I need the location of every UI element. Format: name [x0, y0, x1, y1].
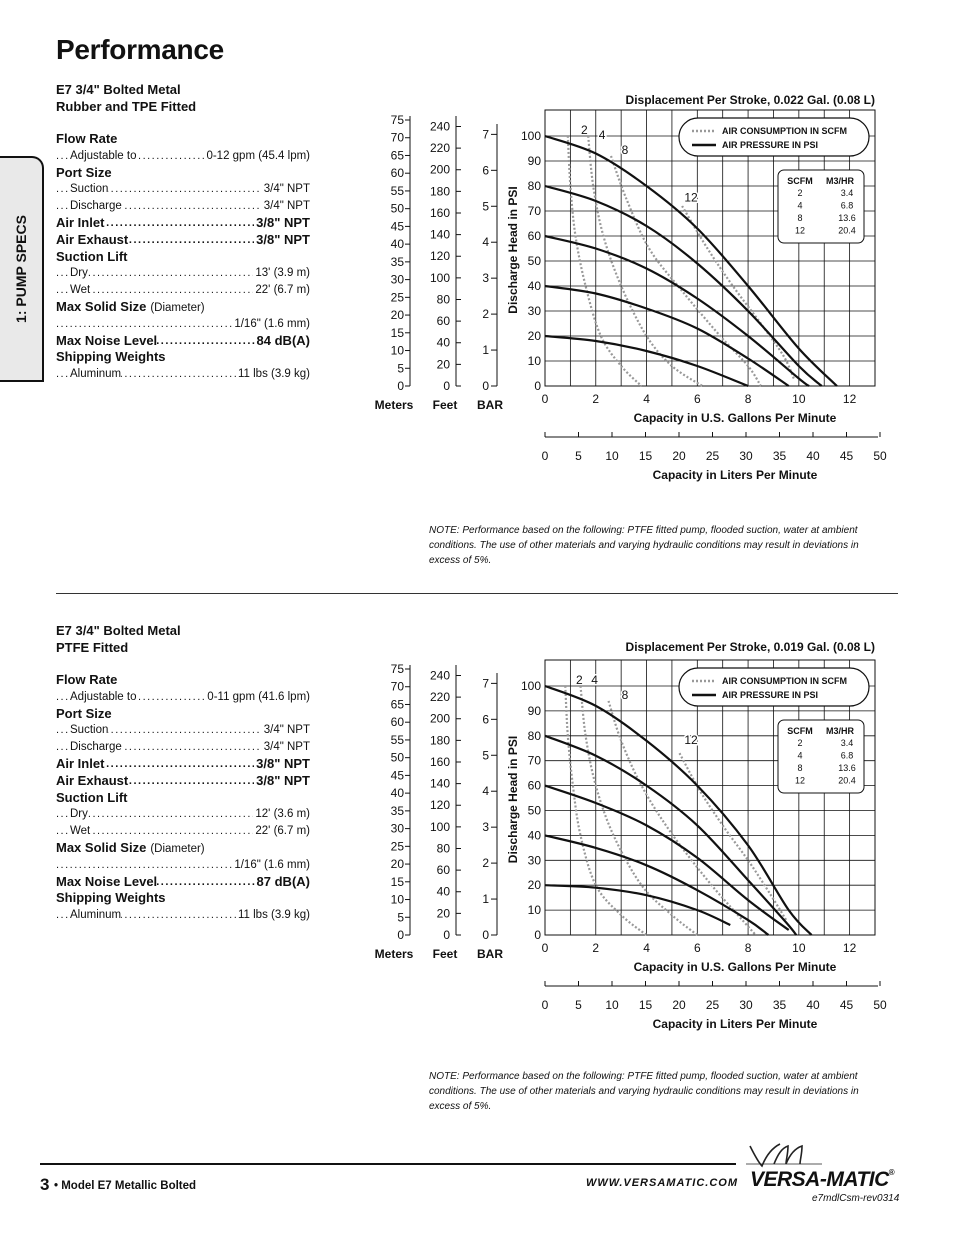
spec-value: 3/8" NPT — [256, 214, 310, 230]
spec-value: 0-11 gpm (41.6 lpm) — [205, 689, 310, 706]
feet-tick-label: 240 — [429, 668, 450, 683]
air-curve-label: 12 — [684, 190, 698, 205]
x-tick-label: 12 — [842, 392, 857, 406]
spec-label: Air Exhaust — [56, 231, 129, 247]
meters-tick-label: 10 — [390, 892, 404, 907]
y-tick-label: 60 — [527, 778, 541, 793]
spec-label: Adjustable to — [70, 690, 137, 703]
lpm-tick-label: 40 — [806, 449, 820, 463]
conversion-table — [778, 170, 864, 243]
spec-label-extra: (Diameter) — [150, 842, 205, 855]
lpm-tick-label: 0 — [541, 998, 549, 1012]
feet-tick-label: 220 — [429, 141, 450, 156]
bar-tick-label: 6 — [482, 712, 489, 727]
feet-tick-label: 120 — [429, 798, 450, 813]
feet-tick-label: 180 — [429, 184, 450, 199]
spec-label: Max Solid Size — [56, 839, 147, 855]
spec-label: Suction Lift — [56, 248, 128, 264]
performance-note: NOTE: Performance based on the following: PTFE fitted pump, flooded suction, water at ambient conditions. The use of other materials and varying hydraulic conditions may result in deviations in excess of 5%. — [429, 525, 859, 566]
feet-tick-label: 240 — [429, 119, 450, 134]
bar-tick-label: 4 — [482, 235, 489, 250]
conversion-table-cell: 2 — [797, 738, 803, 748]
bar-tick-label: 1 — [482, 892, 489, 907]
spec-value: 13' (3.9 m) — [253, 265, 310, 282]
bar-tick-label: 4 — [482, 784, 489, 799]
page-number: 3 — [40, 1175, 50, 1194]
conversion-table-header: M3/HR — [825, 176, 855, 186]
page-title: Performance — [56, 34, 224, 65]
meters-tick-label: 25 — [390, 839, 404, 854]
meters-tick-label: 45 — [390, 219, 404, 234]
spec-label: Port Size — [56, 705, 112, 721]
air-curve-label: 4 — [598, 128, 606, 142]
x-tick-label: 2 — [592, 941, 600, 955]
meters-tick-label: 40 — [390, 786, 404, 801]
spec-label: Dry — [70, 267, 88, 280]
legend-label-air-consumption: AIR CONSUMPTION IN SCFM — [722, 126, 847, 136]
y-tick-label: 10 — [527, 354, 541, 368]
air-curve-label: 8 — [621, 143, 629, 157]
conversion-table-header: M3/HR — [825, 726, 855, 736]
conversion-table-cell: 3.4 — [840, 188, 854, 198]
conversion-table-cell: 20.4 — [838, 225, 856, 236]
y-axis-label: Discharge Head in PSI — [506, 735, 520, 864]
spec-value: 22' (6.7 m) — [253, 823, 310, 840]
spec-label: Discharge — [70, 200, 122, 213]
spec-value: 3/4" NPT — [262, 722, 310, 739]
meters-tick-label: 60 — [390, 715, 404, 730]
feet-tick-label: 200 — [429, 711, 450, 726]
air-pressure-curve — [545, 885, 730, 925]
y-tick-label: 30 — [527, 304, 541, 318]
spec-label: Max Noise Level — [56, 873, 158, 889]
air-curve-label: 12 — [684, 732, 698, 747]
lpm-tick-label: 35 — [772, 449, 787, 463]
y-tick-label: 100 — [520, 679, 541, 693]
y-axis-label: Discharge Head in PSI — [506, 186, 520, 314]
bar-scale-label: BAR — [477, 947, 503, 961]
spec-label: Aluminum — [70, 909, 122, 922]
legend-label-air-consumption: AIR CONSUMPTION IN SCFM — [722, 676, 847, 686]
y-tick-label: 80 — [527, 179, 541, 193]
y-tick-label: 100 — [520, 129, 541, 143]
x-axis-label: Capacity in U.S. Gallons Per Minute — [633, 960, 837, 974]
lpm-axis-label: Capacity in Liters Per Minute — [652, 468, 818, 482]
spec-label: Air Inlet — [56, 214, 105, 230]
y-tick-label: 0 — [534, 928, 541, 942]
side-tab-label: 1: PUMP SPECS — [13, 215, 29, 323]
meters-tick-label: 55 — [390, 183, 404, 198]
feet-tick-label: 200 — [429, 162, 450, 177]
feet-tick-label: 20 — [436, 357, 450, 372]
meters-tick-label: 5 — [397, 910, 404, 925]
meters-tick-label: 35 — [390, 254, 404, 269]
section-divider — [56, 593, 898, 594]
feet-tick-label: 80 — [436, 292, 450, 307]
feet-tick-label: 120 — [429, 249, 450, 264]
spec-label: Suction — [70, 183, 109, 196]
x-tick-label: 6 — [693, 941, 701, 955]
meters-tick-label: 55 — [390, 732, 404, 747]
meters-tick-label: 10 — [390, 343, 404, 358]
spec-value: 84 dB(A) — [256, 332, 310, 348]
feet-scale-label: Feet — [432, 947, 458, 961]
y-tick-label: 10 — [527, 903, 541, 918]
meters-scale-label: Meters — [374, 398, 414, 412]
conversion-table-cell: 6.8 — [840, 750, 854, 761]
conversion-table — [778, 720, 864, 793]
x-tick-label: 6 — [693, 392, 701, 406]
bar-tick-label: 2 — [482, 307, 489, 322]
brand-wordmark — [750, 1168, 894, 1192]
x-tick-label: 0 — [541, 941, 549, 955]
lpm-tick-label: 45 — [839, 998, 854, 1012]
conversion-table-header: SCFM — [787, 726, 813, 736]
conversion-table-cell: 12 — [794, 775, 806, 786]
meters-tick-label: 35 — [390, 803, 404, 818]
spec-label-extra: (Diameter) — [150, 301, 205, 314]
x-tick-label: 12 — [842, 941, 857, 955]
spec-value: 11 lbs (3.9 kg) — [236, 907, 310, 924]
meters-tick-label: 75 — [390, 113, 404, 127]
meters-tick-label: 30 — [390, 272, 404, 287]
lpm-tick-label: 50 — [873, 449, 887, 463]
bar-tick-label: 6 — [482, 163, 489, 178]
legend-frame — [679, 668, 869, 706]
conversion-table-cell: 12 — [794, 225, 806, 236]
feet-tick-label: 160 — [429, 754, 450, 769]
lpm-tick-label: 45 — [839, 449, 854, 463]
feet-tick-label: 220 — [429, 690, 450, 705]
x-tick-label: 0 — [541, 392, 549, 406]
feet-tick-label: 40 — [436, 335, 450, 350]
air-pressure-curve — [545, 786, 789, 930]
meters-tick-label: 30 — [390, 821, 404, 836]
conversion-table-cell: 8 — [797, 763, 803, 773]
y-tick-label: 50 — [527, 803, 541, 818]
bar-tick-label: 7 — [482, 127, 489, 142]
x-tick-label: 8 — [744, 392, 752, 406]
spec-label: Wet — [70, 284, 91, 297]
section-heading-line: Rubber and TPE Fitted — [56, 99, 197, 114]
lpm-tick-label: 15 — [638, 449, 653, 463]
feet-tick-label: 100 — [429, 819, 450, 834]
bar-tick-label: 1 — [482, 343, 489, 358]
spec-label: Suction — [70, 724, 109, 737]
legend-frame — [679, 118, 869, 156]
spec-label-extra-wrap — [150, 840, 204, 855]
meters-tick-label: 75 — [390, 662, 404, 676]
vm-logo-icon — [744, 1140, 824, 1170]
chart-legend — [679, 118, 869, 156]
legend-label-air-pressure: AIR PRESSURE IN PSI — [722, 140, 819, 150]
spec-label: Shipping Weights — [56, 890, 166, 906]
spec-value: ..... 1/16" (1.6 mm) — [232, 857, 310, 874]
feet-tick-label: 160 — [429, 205, 450, 220]
meters-tick-label: 15 — [390, 874, 404, 889]
spec-label: Aluminum — [70, 368, 122, 381]
spec-value: 3/4" NPT — [262, 181, 310, 198]
meters-tick-label: 5 — [397, 361, 404, 376]
lpm-tick-label: 50 — [873, 998, 887, 1012]
bar-tick-label: 5 — [482, 199, 489, 214]
spec-value: 87 dB(A) — [256, 873, 310, 889]
spec-label: Max Solid Size — [56, 298, 147, 314]
meters-scale-label: Meters — [374, 947, 414, 961]
y-tick-label: 20 — [527, 329, 541, 343]
y-tick-label: 40 — [527, 828, 541, 843]
meters-tick-label: 25 — [390, 290, 404, 305]
spec-label: Flow Rate — [56, 131, 118, 146]
x-tick-label: 10 — [792, 941, 806, 955]
feet-tick-label: 60 — [436, 863, 450, 878]
chart — [375, 93, 887, 482]
spec-value: 3/8" NPT — [256, 772, 310, 788]
bar-scale-label: BAR — [477, 398, 503, 412]
meters-tick-label: 70 — [390, 679, 404, 694]
feet-tick-label: 0 — [443, 379, 450, 393]
conversion-table-cell: 13.6 — [838, 213, 856, 223]
lpm-tick-label: 5 — [575, 998, 582, 1012]
registered-mark: ® — [888, 1168, 895, 1177]
x-tick-label: 10 — [792, 392, 806, 406]
y-tick-label: 40 — [527, 279, 541, 293]
lpm-tick-label: 10 — [605, 449, 619, 463]
y-tick-label: 0 — [534, 379, 541, 393]
bar-tick-label: 3 — [482, 820, 489, 835]
meters-tick-label: 45 — [390, 768, 404, 783]
section-heading-line: E7 3/4" Bolted Metal — [56, 82, 181, 97]
spec-value: 3/4" NPT — [262, 198, 310, 215]
x-axis-label: Capacity in U.S. Gallons Per Minute — [633, 411, 837, 425]
spec-value: 3/4" NPT — [262, 739, 310, 756]
conversion-table-cell: 6.8 — [840, 200, 854, 211]
conversion-table-cell: 4 — [797, 200, 803, 211]
spec-label: Wet — [70, 825, 91, 838]
y-tick-label: 90 — [527, 154, 541, 168]
meters-tick-label: 65 — [390, 148, 404, 163]
meters-tick-label: 20 — [390, 308, 404, 323]
spec-value: 11 lbs (3.9 kg) — [236, 366, 310, 383]
x-tick-label: 4 — [643, 392, 650, 406]
meters-tick-label: 50 — [390, 201, 404, 216]
meters-tick-label: 60 — [390, 166, 404, 181]
feet-tick-label: 80 — [436, 841, 450, 856]
y-tick-label: 70 — [527, 753, 541, 768]
lpm-tick-label: 10 — [605, 998, 619, 1012]
spec-label: Shipping Weights — [56, 349, 166, 365]
spec-value: 3/8" NPT — [256, 231, 310, 247]
y-tick-label: 90 — [527, 703, 541, 718]
meters-tick-label: 40 — [390, 237, 404, 252]
air-curve-label: 2 — [581, 123, 588, 137]
spec-label: Air Inlet — [56, 755, 105, 771]
lpm-tick-label: 30 — [739, 449, 753, 463]
spec-label: Suction Lift — [56, 789, 128, 805]
air-curve-label: 4 — [591, 673, 598, 687]
bar-tick-label: 2 — [482, 856, 489, 871]
x-tick-label: 8 — [744, 941, 752, 955]
y-tick-label: 80 — [527, 728, 541, 743]
meters-tick-label: 70 — [390, 130, 404, 145]
y-tick-label: 50 — [527, 254, 541, 268]
conversion-table-cell: 2 — [797, 188, 803, 198]
conversion-table-cell: 8 — [797, 213, 803, 223]
spec-label: Port Size — [56, 164, 112, 180]
bar-tick-label: 5 — [482, 748, 489, 763]
performance-note: NOTE: Performance based on the following: PTFE fitted pump, flooded suction, water at ambient conditions. The use of other materials and varying hydraulic conditions may result in deviations in excess of 5%. — [429, 1071, 859, 1112]
feet-tick-label: 180 — [429, 733, 450, 748]
x-tick-label: 2 — [592, 392, 600, 406]
air-curve-label: 2 — [575, 673, 583, 687]
bar-tick-label: 0 — [482, 928, 489, 942]
lpm-tick-label: 40 — [806, 998, 820, 1012]
feet-tick-label: 20 — [436, 906, 450, 921]
meters-tick-label: 0 — [397, 379, 404, 393]
spec-value: 0-12 gpm (45.4 lpm) — [204, 148, 310, 165]
spec-label: Flow Rate — [56, 672, 118, 687]
feet-tick-label: 40 — [436, 884, 450, 899]
conversion-table-cell: 20.4 — [838, 775, 856, 786]
feet-scale-label: Feet — [432, 398, 458, 412]
spec-label: Dry — [70, 808, 88, 821]
air-consumption-curve — [680, 753, 787, 920]
air-curve-label: 8 — [621, 687, 629, 702]
spec-value: 22' (6.7 m) — [253, 282, 310, 299]
spec-label: Discharge — [70, 741, 122, 754]
feet-tick-label: 100 — [429, 270, 450, 285]
meters-tick-label: 65 — [390, 697, 404, 712]
chart-title: Displacement Per Stroke, 0.019 Gal. (0.08 L) — [625, 640, 875, 654]
spec-value: 3/8" NPT — [256, 755, 310, 771]
legend-label-air-pressure: AIR PRESSURE IN PSI — [722, 690, 819, 700]
lpm-tick-label: 0 — [541, 449, 549, 463]
spec-value: ..... 1/16" (1.6 mm) — [232, 316, 310, 333]
lpm-tick-label: 25 — [705, 449, 720, 463]
spec-label: Max Noise Level — [56, 332, 158, 348]
lpm-tick-label: 5 — [575, 449, 582, 463]
lpm-tick-label: 20 — [672, 998, 686, 1012]
meters-tick-label: 0 — [397, 928, 404, 942]
website-link[interactable]: WWW.VERSAMATIC.COM — [586, 1177, 739, 1189]
conversion-table-cell: 4 — [797, 750, 803, 761]
lpm-tick-label: 20 — [672, 449, 686, 463]
lpm-tick-label: 15 — [638, 998, 653, 1012]
model-label: • Model E7 Metallic Bolted — [54, 1180, 197, 1192]
section-heading-line: E7 3/4" Bolted Metal — [56, 623, 181, 638]
lpm-tick-label: 35 — [772, 998, 787, 1012]
feet-tick-label: 140 — [429, 227, 450, 242]
conversion-table-cell: 13.6 — [838, 763, 856, 773]
bar-tick-label: 7 — [482, 676, 489, 691]
spec-label-extra-wrap — [150, 299, 204, 314]
spec-label: Adjustable to — [70, 149, 137, 162]
lpm-tick-label: 25 — [705, 998, 720, 1012]
y-tick-label: 30 — [527, 853, 541, 868]
conversion-table-header: SCFM — [787, 176, 813, 186]
bar-tick-label: 3 — [482, 271, 489, 286]
chart-legend — [679, 668, 869, 706]
bar-tick-label: 0 — [482, 379, 489, 393]
document-code: e7mdlCsm-rev0314 — [812, 1193, 900, 1204]
chart-title: Displacement Per Stroke, 0.022 Gal. (0.08 L) — [625, 93, 875, 107]
meters-tick-label: 50 — [390, 750, 404, 765]
brand-name: VERSA-MATIC — [750, 1168, 889, 1191]
chart — [375, 640, 887, 1031]
section-heading-line: PTFE Fitted — [56, 640, 129, 655]
conversion-table-cell: 3.4 — [840, 738, 854, 748]
footer-rule — [40, 1163, 736, 1165]
spec-label: Air Exhaust — [56, 772, 129, 788]
y-tick-label: 70 — [527, 204, 541, 218]
feet-tick-label: 0 — [443, 928, 450, 942]
lpm-tick-label: 30 — [739, 998, 753, 1012]
lpm-axis-label: Capacity in Liters Per Minute — [652, 1017, 818, 1031]
spec-value: 12' (3.6 m) — [253, 806, 310, 823]
feet-tick-label: 140 — [429, 776, 450, 791]
feet-tick-label: 60 — [436, 314, 450, 329]
meters-tick-label: 20 — [390, 857, 404, 872]
meters-tick-label: 15 — [390, 325, 404, 340]
x-tick-label: 4 — [643, 941, 650, 955]
y-tick-label: 60 — [527, 229, 541, 243]
y-tick-label: 20 — [527, 878, 541, 893]
